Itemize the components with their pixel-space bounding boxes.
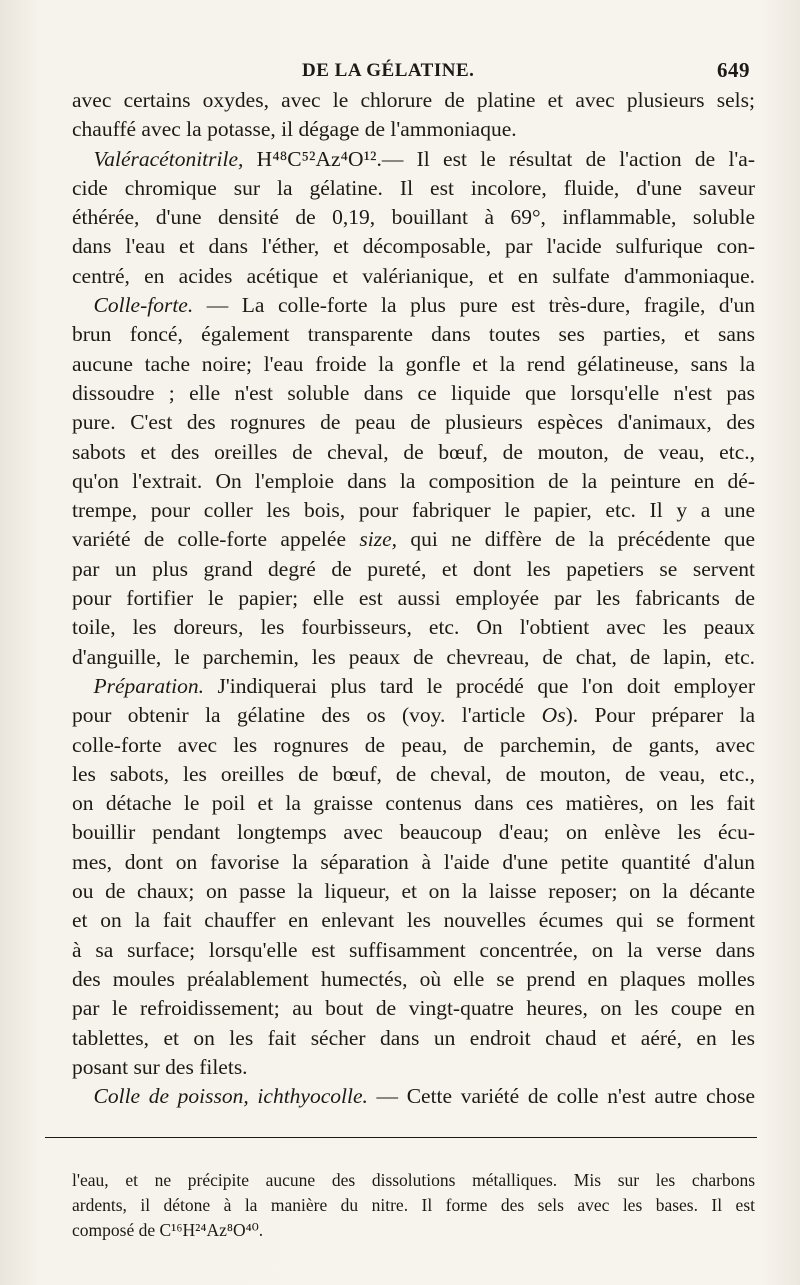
footnote-line: ardents, il détone à la manière du nitre. Il forme des sels avec les bases. Il est [72, 1195, 755, 1215]
text-line: à sa surface; lorsqu'elle est suffisamment concentrée, on la verse dans [72, 937, 755, 962]
inline-term: Os [541, 703, 566, 728]
text-line: bouillir pendant longtemps avec beaucoup d'eau; on enlève les écu- [72, 820, 755, 845]
text-line: aucune tache noire; l'eau froide la gonfle et la rend gélatineuse, sans la [72, 351, 755, 376]
text-line: toile, les doreurs, les fourbisseurs, etc. On l'obtient avec les peaux [72, 615, 755, 640]
text-line: dissoudre ; elle n'est soluble dans ce liquide que lorsqu'elle n'est pas [72, 380, 755, 405]
text-line: trempe, pour coller les bois, pour fabriquer le papier, etc. Il y a une [72, 498, 755, 523]
text-line: posant sur des filets. [72, 1054, 248, 1079]
footnote-separator [45, 1137, 757, 1138]
footnote-line: composé de C¹⁶H²⁴Az⁸O⁴⁰. [72, 1220, 264, 1240]
text-line: colle-forte avec les rognures de peau, de parchemin, de gants, avec [72, 732, 755, 757]
chemical-formula: C¹⁶H²⁴Az⁸O⁴⁰. [159, 1220, 264, 1240]
text-line: brun foncé, également transparente dans toutes ses parties, et sans [72, 322, 755, 347]
text-line: sabots et des oreilles de cheval, de bœuf, de mouton, de veau, etc., [72, 439, 755, 464]
text-line: éthérée, d'une densité de 0,19, bouillant à 69°, inflammable, soluble [72, 205, 755, 230]
text-line: pour obtenir la gélatine des os (voy. l'article Os). Pour préparer la [72, 703, 756, 728]
text-line: et on la fait chauffer en enlevant les nouvelles écumes qui se forment [72, 908, 755, 933]
section-term: Colle-forte. [93, 293, 194, 318]
text-line: tablettes, et on les fait sécher dans un endroit chaud et aéré, en les [72, 1025, 755, 1050]
main-text [72, 86, 755, 1111]
text-line: chauffé avec la potasse, il dégage de l'ammoniaque. [72, 117, 517, 142]
text-line: on détache le poil et la graisse contenus dans ces matières, on les fait [72, 791, 755, 816]
text-line: mes, dont on favorise la séparation à l'aide d'une petite quantité d'alun [72, 849, 755, 874]
paragraph-colle-forte: Colle-forte. — La colle-forte la plus pure est très-dure, fragile, d'un [93, 293, 756, 318]
text-line: avec certains oxydes, avec le chlorure de platine et avec plusieurs sels; [72, 88, 755, 112]
footnote [72, 1168, 755, 1243]
section-term: Préparation. [93, 673, 204, 698]
running-title: DE LA GÉLATINE. [302, 60, 475, 81]
chemical-formula: H⁴⁸C⁵²Az⁴O¹². [256, 146, 382, 171]
footnote-line: l'eau, et ne précipite aucune des dissolutions métalliques. Mis sur les charbons [72, 1170, 755, 1190]
text-line: par un plus grand degré de pureté, et dont les papetiers se servent [72, 556, 755, 581]
text-line: par le refroidissement; au bout de vingt-quatre heures, on les coupe en [72, 996, 755, 1021]
text-line: des moules préalablement humectés, où elle se prend en plaques molles [72, 966, 755, 991]
page-number: 649 [717, 58, 750, 82]
section-term: Colle de poisson, ichthyocolle. [93, 1084, 368, 1109]
text-line: centré, en acides acétique et valérianique, et en sulfate d'ammoniaque. [72, 263, 755, 288]
text-line: les sabots, les oreilles de bœuf, de cheval, de mouton, de veau, etc., [72, 761, 755, 786]
inline-term: size, [359, 527, 397, 552]
text-line: ou de chaux; on passe la liqueur, et on la laisse reposer; on la décante [72, 879, 755, 904]
paragraph-colle-de-poisson: Colle de poisson, ichthyocolle. — Cette variété de colle n'est autre chose [93, 1084, 755, 1109]
text-line: d'anguille, le parchemin, les peaux de chevreau, de chat, de lapin, etc. [72, 644, 755, 669]
text-line: pour fortifier le papier; elle est aussi employée par les fabricants de [72, 586, 755, 611]
text-line: qu'on l'extrait. On l'emploie dans la composition de la peinture en dé- [72, 468, 755, 493]
text-line: cide chromique sur la gélatine. Il est incolore, fluide, d'une saveur [72, 175, 755, 200]
text-line: pure. C'est des rognures de peau de plusieurs espèces d'animaux, des [72, 410, 755, 435]
text-line: dans l'eau et dans l'éther, et décomposable, par l'acide sulfurique con- [72, 234, 755, 259]
page-header [72, 56, 750, 86]
section-term: Valéracétonitrile, [93, 146, 244, 171]
text-line: variété de colle-forte appelée size, qui ne diffère de la précédente que [72, 527, 756, 552]
paragraph-preparation: Préparation. J'indiquerai plus tard le procédé que l'on doit employer [93, 673, 755, 698]
paragraph-valeracetonitrile: Valéracétonitrile, H⁴⁸C⁵²Az⁴O¹².— Il est le résultat de l'action de l'a- [93, 146, 755, 171]
